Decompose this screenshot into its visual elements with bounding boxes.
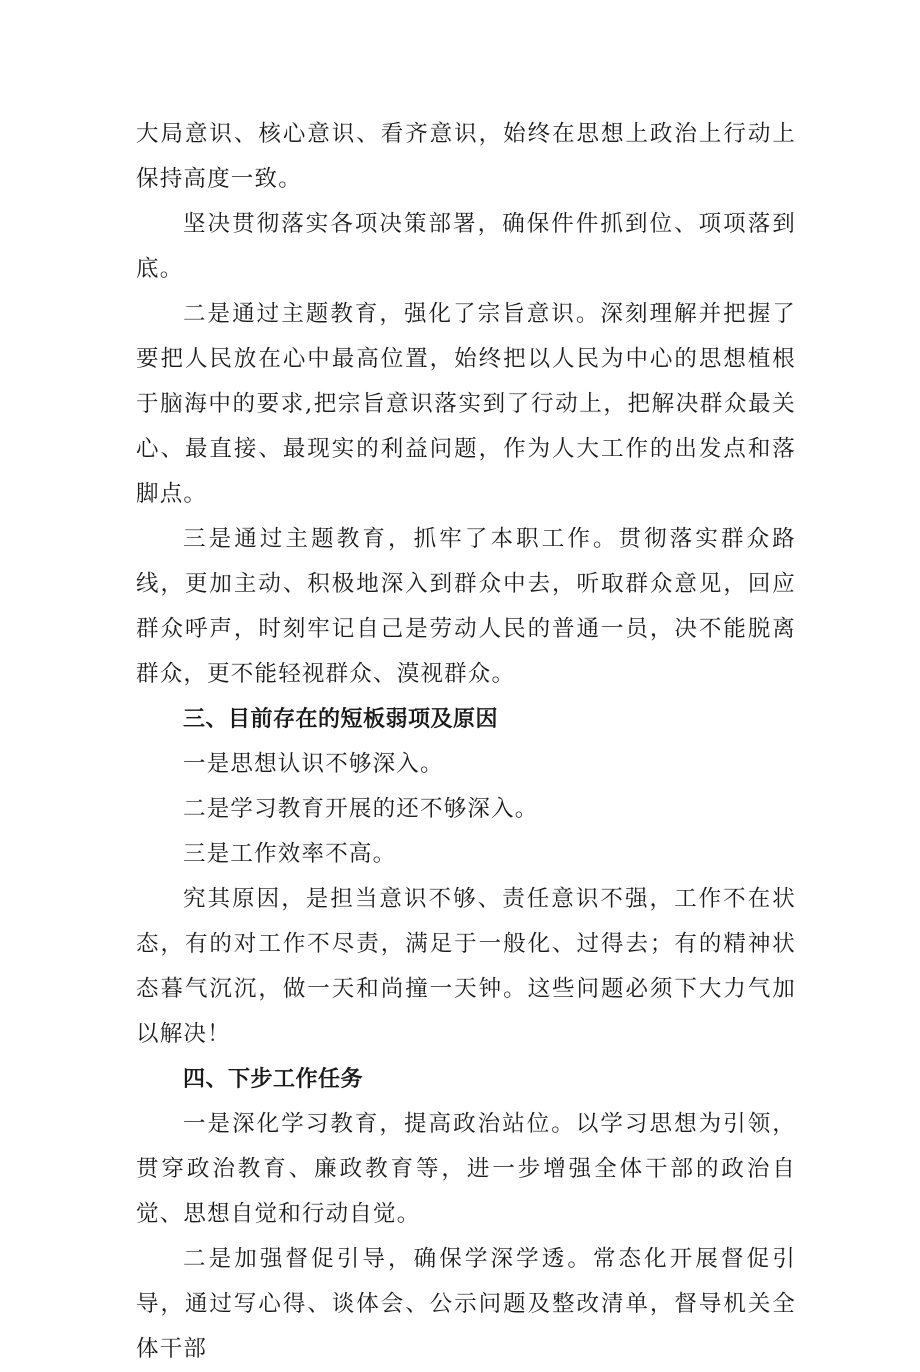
section-heading-shortcomings: 三、目前存在的短板弱项及原因 <box>183 707 499 732</box>
paragraph-task-2: 二是加强督促引导，确保学深学透。常态化开展督促引导，通过写心得、谈体会、公示问题及整改清单，督导机关全体干部 <box>136 1246 796 1362</box>
paragraph-shortcoming-1: 一是思想认识不够深入。 <box>183 751 444 777</box>
paragraph-shortcoming-2: 二是学习教育开展的还不够深入。 <box>183 796 539 822</box>
paragraph-shortcoming-3: 三是工作效率不高。 <box>183 841 397 867</box>
section-heading-next-tasks: 四、下步工作任务 <box>183 1067 364 1092</box>
paragraph-decision-implementation: 坚决贯彻落实各项决策部署，确保件件抓到位、项项落到底。 <box>136 211 796 282</box>
paragraph-root-causes: 究其原因，是担当意识不够、责任意识不强，工作不在状态，有的对工作不尽责，满足于一般化、过得去；有的精神状态暮气沉沉，做一天和尚撞一天钟。这些问题必须下大力气加以解决！ <box>136 886 796 1047</box>
paragraph-core-work: 三是通过主题教育，抓牢了本职工作。贯彻落实群众路线，更加主动、积极地深入到群众中去，听取群众意见，回应群众呼声，时刻牢记自己是劳动人民的普通一员，决不能脱离群众，更不能轻视群众、漠视群众。 <box>136 526 796 687</box>
document-body <box>136 112 796 1372</box>
paragraph-task-1: 一是深化学习教育，提高政治站位。以学习思想为引领，贯穿政治教育、廉政教育等，进一步增强全体干部的政治自觉、思想自觉和行动自觉。 <box>136 1111 796 1227</box>
paragraph-continuation: 大局意识、核心意识、看齐意识，始终在思想上政治上行动上保持高度一致。 <box>136 121 796 192</box>
paragraph-purpose-awareness: 二是通过主题教育，强化了宗旨意识。深刻理解并把握了要把人民放在心中最高位置，始终把以人民为中心的思想植根于脑海中的要求,把宗旨意识落实到了行动上，把解决群众最关心、最直接、最现实的利益问题，作为人大工作的出发点和落脚点。 <box>136 301 796 507</box>
